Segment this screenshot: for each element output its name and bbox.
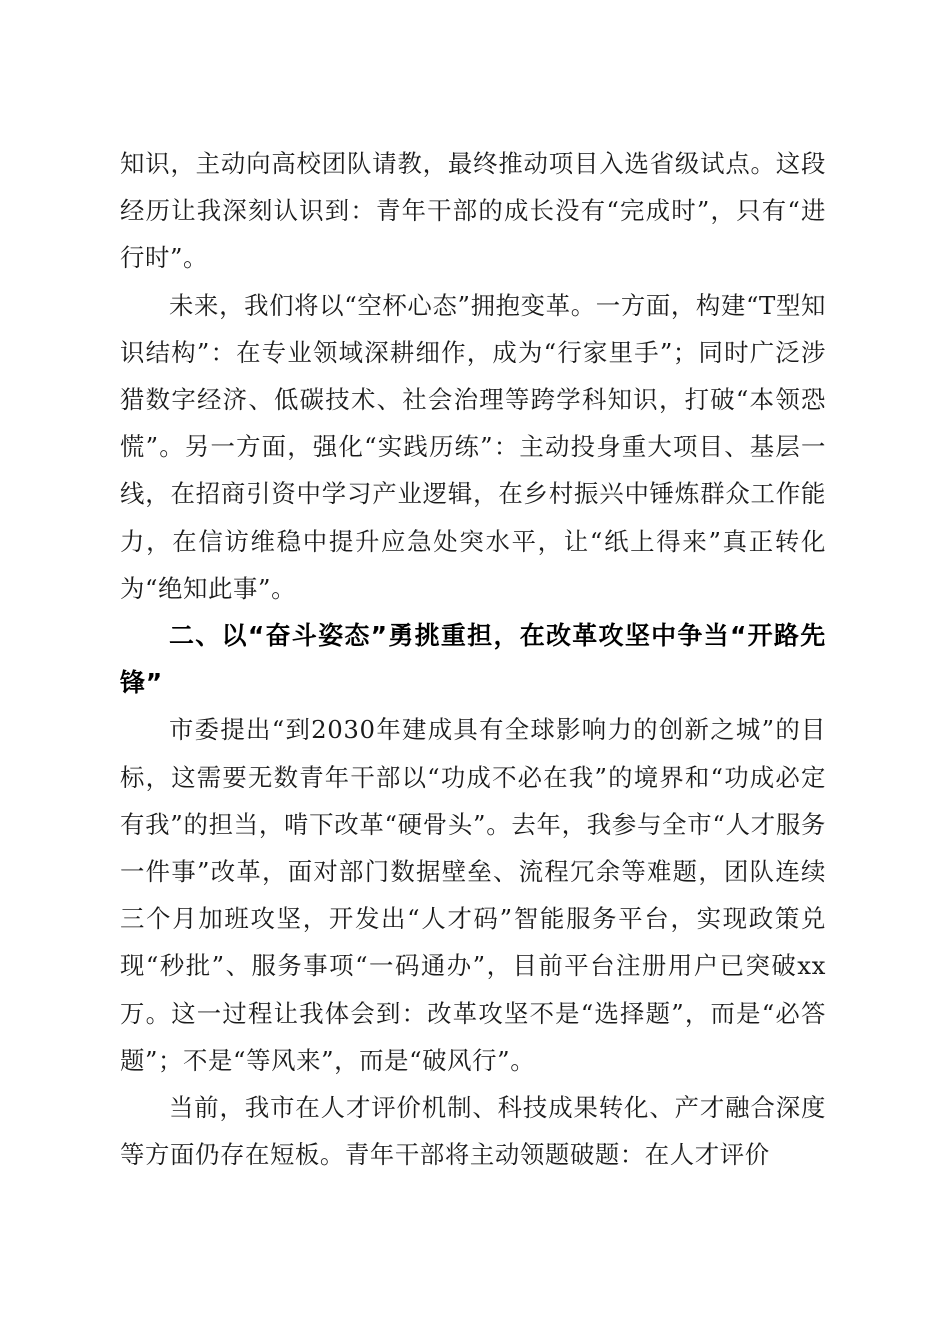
paragraph-future-plan: 未来，我们将以“空杯心态”拥抱变革。一方面，构建“T型知识结构”：在专业领域深耕细作，成为“行家里手”；同时广泛涉猎数字经济、低碳技术、社会治理等跨学科知识，打破“本领恐慌”。另一方面，强化“实践历练”：主动投身重大项目、基层一线，在招商引资中学习产业逻辑，在乡村振兴中锤炼群众工作能力，在信访维稳中提升应急处突水平，让“纸上得来”真正转化为“绝知此事”。 <box>120 290 826 603</box>
paragraph-current-shortcomings: 当前，我市在人才评价机制、科技成果转化、产才融合深度等方面仍存在短板。青年干部将主动领题破题：在人才评价 <box>120 1093 826 1170</box>
paragraph-continuation: 知识，主动向高校团队请教，最终推动项目入选省级试点。这段经历让我深刻认识到：青年干部的成长没有“完成时”，只有“进行时”。 <box>120 149 826 273</box>
document-body <box>120 140 826 1178</box>
paragraph-reform-experience: 市委提出“到2030年建成具有全球影响力的创新之城”的目标，这需要无数青年干部以“功成不必在我”的境界和“功成必定有我”的担当，啃下改革“硬骨头”。去年，我参与全市“人才服务一件事”改革，面对部门数据壁垒、流程冗余等难题，团队连续三个月加班攻坚，开发出“人才码”智能服务平台，实现政策兑现“秒批”、服务事项“一码通办”，目前平台注册用户已突破xx万。这一过程让我体会到：改革攻坚不是“选择题”，而是“必答题”；不是“等风来”，而是“破风行”。 <box>120 715 826 1075</box>
section-heading: 二、以“奋斗姿态”勇挑重担，在改革攻坚中争当“开路先锋” <box>120 621 826 698</box>
